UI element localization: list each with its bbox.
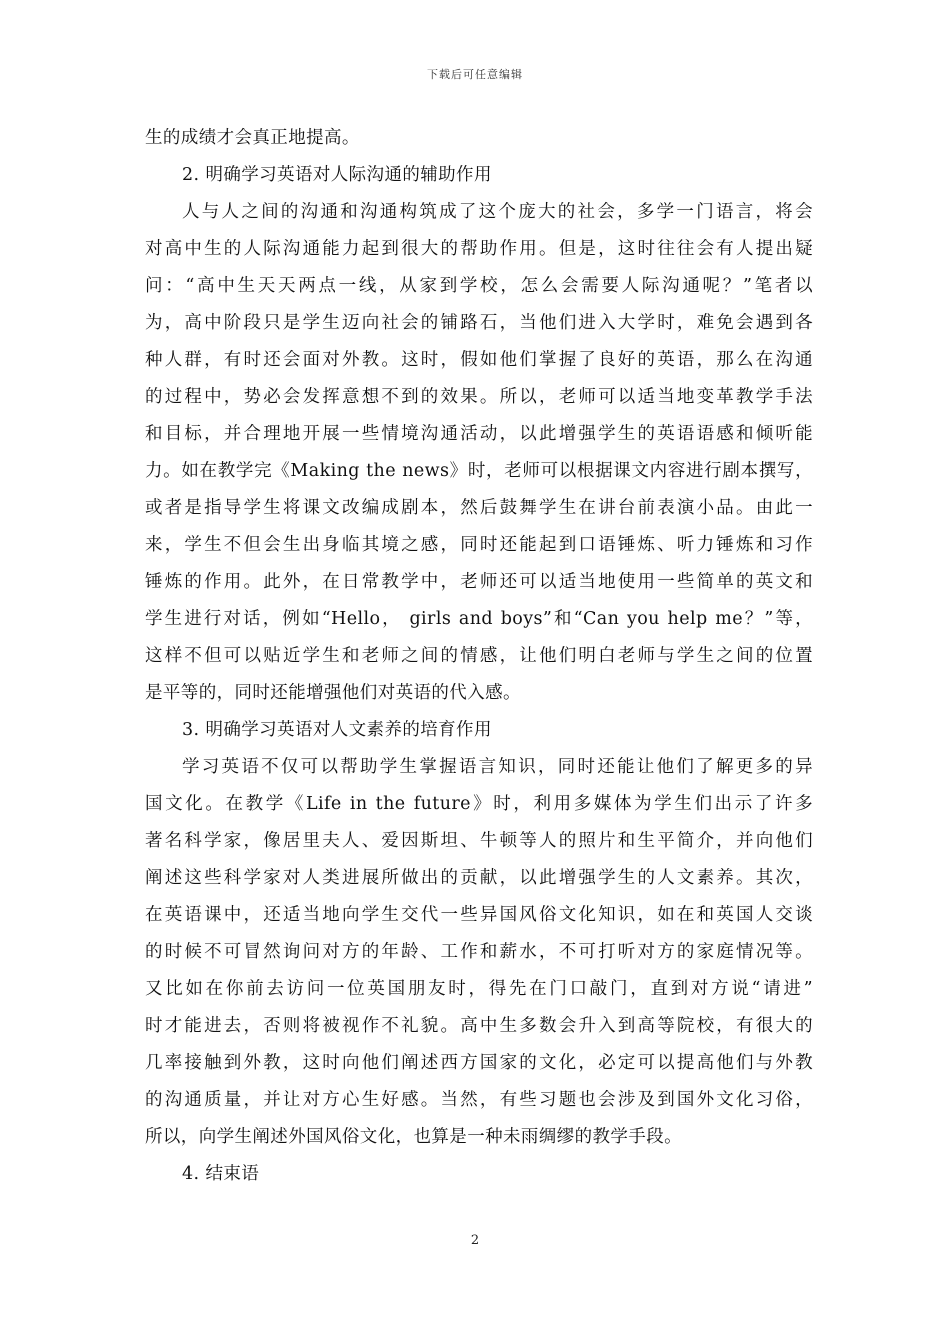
text-line: 时才能进去，否则将被视作不礼貌。高中生多数会升入到高等院校，有很大的 xyxy=(145,1016,813,1036)
text-line: 这样不但可以贴近学生和老师之间的情感，让他们明白老师与学生之间的位置 xyxy=(145,646,813,666)
text-line: 学生进行对话，例如“Hello， girls and boys”和“Can you help me？”等， xyxy=(145,609,813,629)
section-heading: 2. 明确学习英语对人际沟通的辅助作用 xyxy=(182,165,492,185)
text-line: 和目标，并合理地开展一些情境沟通活动，以此增强学生的英语语感和倾听能 xyxy=(145,424,813,444)
text-line: 的过程中，势必会发挥意想不到的效果。所以，老师可以适当地变革教学手法 xyxy=(145,387,813,407)
text-line: 种人群，有时还会面对外教。这时，假如他们掌握了良好的英语，那么在沟通 xyxy=(145,350,813,370)
text-line: 问：“高中生天天两点一线，从家到学校，怎么会需要人际沟通呢？”笔者以 xyxy=(145,276,813,296)
text-line: 对高中生的人际沟通能力起到很大的帮助作用。但是，这时往往会有人提出疑 xyxy=(145,239,813,259)
text-line: 所以，向学生阐述外国风俗文化，也算是一种未雨绸缪的教学手段。 xyxy=(145,1127,682,1147)
text-line: 来，学生不但会生出身临其境之感，同时还能起到口语锤炼、听力锤炼和习作 xyxy=(145,535,813,555)
text-line: 著名科学家，像居里夫人、爱因斯坦、牛顿等人的照片和生平简介，并向他们 xyxy=(145,831,813,851)
text-line: 为，高中阶段只是学生迈向社会的铺路石，当他们进入大学时，难免会遇到各 xyxy=(145,313,813,333)
text-line: 又比如在你前去访问一位英国朋友时，得先在门口敲门，直到对方说“请进” xyxy=(145,979,813,999)
text-line: 或者是指导学生将课文改编成剧本，然后鼓舞学生在讲台前表演小品。由此一 xyxy=(145,498,813,518)
text-line: 是平等的，同时还能增强他们对英语的代入感。 xyxy=(145,683,521,703)
page-header: 下载后可任意编辑 xyxy=(427,68,523,81)
text-line: 的沟通质量，并让对方心生好感。当然，有些习题也会涉及到国外文化习俗， xyxy=(145,1090,813,1110)
text-line: 力。如在教学完《Making the news》时，老师可以根据课文内容进行剧本撰写， xyxy=(145,461,813,481)
text-line: 人与人之间的沟通和沟通构筑成了这个庞大的社会，多学一门语言，将会 xyxy=(182,202,813,222)
page-number: 2 xyxy=(470,1233,480,1248)
text-line: 在英语课中，还适当地向学生交代一些异国风俗文化知识，如在和英国人交谈 xyxy=(145,905,813,925)
text-line: 生的成绩才会真正地提高。 xyxy=(145,128,360,148)
section-heading: 3. 明确学习英语对人文素养的培育作用 xyxy=(182,720,492,740)
text-line: 几率接触到外教，这时向他们阐述西方国家的文化，必定可以提高他们与外教 xyxy=(145,1053,813,1073)
document-body xyxy=(145,120,813,1193)
text-line: 国文化。在教学《Life in the future》时，利用多媒体为学生们出示了许多 xyxy=(145,794,813,814)
section-heading: 4. 结束语 xyxy=(182,1164,260,1184)
text-line: 的时候不可冒然询问对方的年龄、工作和薪水，不可打听对方的家庭情况等。 xyxy=(145,942,813,962)
text-line: 阐述这些科学家对人类进展所做出的贡献，以此增强学生的人文素养。其次， xyxy=(145,868,813,888)
text-line: 学习英语不仅可以帮助学生掌握语言知识，同时还能让他们了解更多的异 xyxy=(182,757,813,777)
text-line: 锤炼的作用。此外，在日常教学中，老师还可以适当地使用一些简单的英文和 xyxy=(145,572,813,592)
